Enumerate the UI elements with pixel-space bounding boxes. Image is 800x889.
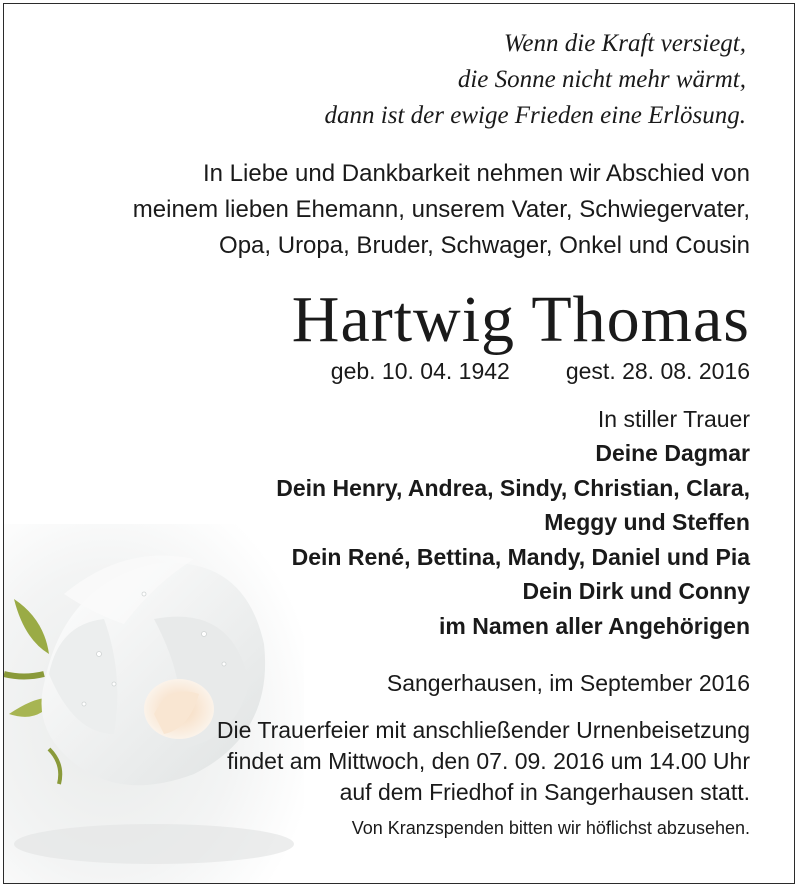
intro-line: In Liebe und Dankbarkeit nehmen wir Abschied von (202, 160, 750, 187)
mourners-list (30, 436, 750, 643)
death-date: gest. 28. 08. 2016 (565, 358, 750, 384)
verse-line: dann ist der ewige Frieden eine Erlösung. (324, 102, 746, 129)
birth-date: geb. 10. 04. 1942 (330, 358, 510, 384)
mourning-intro: In stiller Trauer (597, 406, 750, 432)
place-date: Sangerhausen, im September 2016 (386, 670, 750, 696)
obituary-content (30, 26, 750, 840)
mourner-line: Dein Dirk und Conny (522, 578, 750, 604)
ceremony-line: auf dem Friedhof in Sangerhausen statt. (339, 779, 750, 805)
verse (30, 26, 746, 134)
wreath-note: Von Kranzspenden bitten wir höflichst abzusehen. (351, 818, 750, 838)
mourner-line: Dein René, Bettina, Mandy, Daniel und Pia (291, 543, 750, 570)
intro-text (30, 156, 750, 264)
obituary-frame (3, 3, 795, 884)
intro-line: Opa, Uropa, Bruder, Schwager, Onkel und Cousin (219, 232, 750, 259)
mourner-line: Deine Dagmar (595, 440, 750, 466)
deceased-name: Hartwig Thomas (291, 283, 750, 356)
life-dates (30, 356, 750, 386)
verse-line: Wenn die Kraft versiegt, (503, 30, 746, 57)
ceremony-line: Die Trauerfeier mit anschließender Urnenbeisetzung (216, 717, 750, 743)
ceremony-line: findet am Mittwoch, den 07. 09. 2016 um 14.00 Uhr (227, 748, 750, 774)
mourner-line: Meggy und Steffen (544, 509, 750, 535)
mourner-line: Dein Henry, Andrea, Sindy, Christian, Clara, (276, 474, 750, 501)
ceremony-info (30, 715, 750, 808)
mourner-line: im Namen aller Angehörigen (439, 612, 750, 639)
intro-line: meinem lieben Ehemann, unserem Vater, Schwiegervater, (132, 196, 750, 223)
verse-line: die Sonne nicht mehr wärmt, (457, 66, 746, 93)
